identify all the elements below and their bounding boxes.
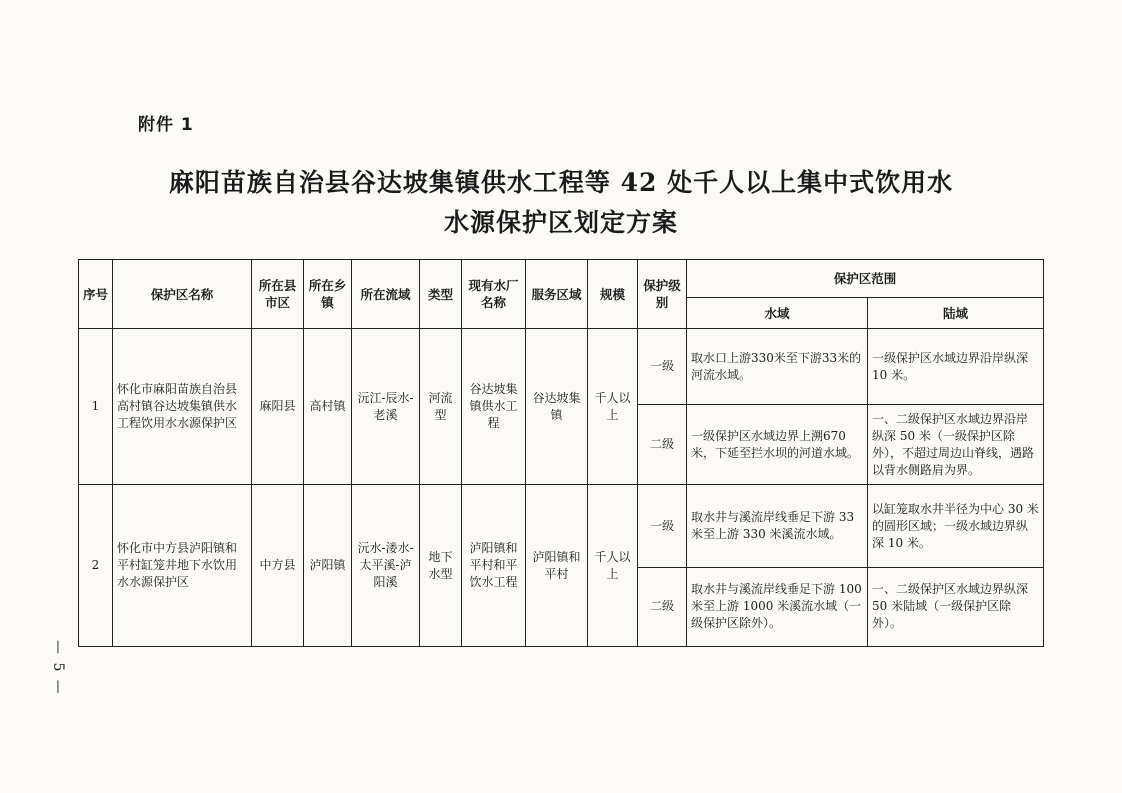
col-header-scale: 规模 bbox=[588, 260, 638, 329]
cell-water-range: 一级保护区水域边界上溯670 米，下延至拦水坝的河道水域。 bbox=[687, 405, 868, 485]
cell-service: 泸阳镇和平村 bbox=[526, 485, 588, 647]
cell-name: 怀化市中方县泸阳镇和平村缸笼井地下水饮用水水源保护区 bbox=[113, 485, 252, 647]
cell-water-range: 取水口上游330米至下游33米的河流水域。 bbox=[687, 329, 868, 405]
cell-plant: 泸阳镇和平村和平饮水工程 bbox=[462, 485, 526, 647]
cell-plant: 谷达坡集镇供水工程 bbox=[462, 329, 526, 485]
page-number: — 5 — bbox=[50, 640, 66, 696]
col-header-county: 所在县市区 bbox=[252, 260, 304, 329]
cell-county: 麻阳县 bbox=[252, 329, 304, 485]
cell-land-range: 一、二级保护区水域边界沿岸纵深 50 米（一级保护区除外），不超过周边山脊线，遇路以背水侧路肩为界。 bbox=[868, 405, 1044, 485]
cell-town: 泸阳镇 bbox=[304, 485, 352, 647]
cell-scale: 千人以上 bbox=[588, 329, 638, 485]
table-row bbox=[79, 485, 1044, 567]
col-header-land: 陆域 bbox=[868, 298, 1044, 329]
cell-level: 二级 bbox=[638, 567, 687, 646]
cell-service: 谷达坡集镇 bbox=[526, 329, 588, 485]
col-header-basin: 所在流域 bbox=[352, 260, 420, 329]
col-header-name: 保护区名称 bbox=[113, 260, 252, 329]
cell-level: 一级 bbox=[638, 485, 687, 567]
cell-seq: 2 bbox=[79, 485, 113, 647]
annex-label: 附件 1 bbox=[138, 115, 194, 135]
col-header-level: 保护级别 bbox=[638, 260, 687, 329]
header-row-1 bbox=[79, 260, 1044, 298]
col-header-type: 类型 bbox=[420, 260, 462, 329]
cell-basin: 沅水-溇水-太平溪-泸阳溪 bbox=[352, 485, 420, 647]
col-header-range: 保护区范围 bbox=[687, 260, 1044, 298]
cell-land-range: 以缸笼取水井半径为中心 30 米的圆形区域；一级水域边界纵深 10 米。 bbox=[868, 485, 1044, 567]
col-header-water: 水域 bbox=[687, 298, 868, 329]
document-title-line1: 麻阳苗族自治县谷达坡集镇供水工程等 42 处千人以上集中式饮用水 bbox=[168, 168, 954, 197]
document-title-line2: 水源保护区划定方案 bbox=[443, 208, 678, 237]
col-header-seq: 序号 bbox=[79, 260, 113, 329]
cell-type: 河流型 bbox=[420, 329, 462, 485]
cell-land-range: 一级保护区水域边界沿岸纵深 10 米。 bbox=[868, 329, 1044, 405]
col-header-plant: 现有水厂名称 bbox=[462, 260, 526, 329]
cell-land-range: 一、二级保护区水域边界纵深 50 米陆域（一级保护区除外）。 bbox=[868, 567, 1044, 646]
col-header-town: 所在乡镇 bbox=[304, 260, 352, 329]
cell-name: 怀化市麻阳苗族自治县高村镇谷达坡集镇供水工程饮用水水源保护区 bbox=[113, 329, 252, 485]
cell-scale: 千人以上 bbox=[588, 485, 638, 647]
cell-basin: 沅江-辰水-老溪 bbox=[352, 329, 420, 485]
protection-zone-table bbox=[78, 259, 1044, 647]
cell-seq: 1 bbox=[79, 329, 113, 485]
table-row bbox=[79, 329, 1044, 405]
cell-level: 一级 bbox=[638, 329, 687, 405]
cell-town: 高村镇 bbox=[304, 329, 352, 485]
col-header-service: 服务区域 bbox=[526, 260, 588, 329]
cell-type: 地下水型 bbox=[420, 485, 462, 647]
cell-level: 二级 bbox=[638, 405, 687, 485]
cell-county: 中方县 bbox=[252, 485, 304, 647]
cell-water-range: 取水井与溪流岸线垂足下游 100 米至上游 1000 米溪流水域（一级保护区除外）。 bbox=[687, 567, 868, 646]
cell-water-range: 取水井与溪流岸线垂足下游 33 米至上游 330 米溪流水域。 bbox=[687, 485, 868, 567]
